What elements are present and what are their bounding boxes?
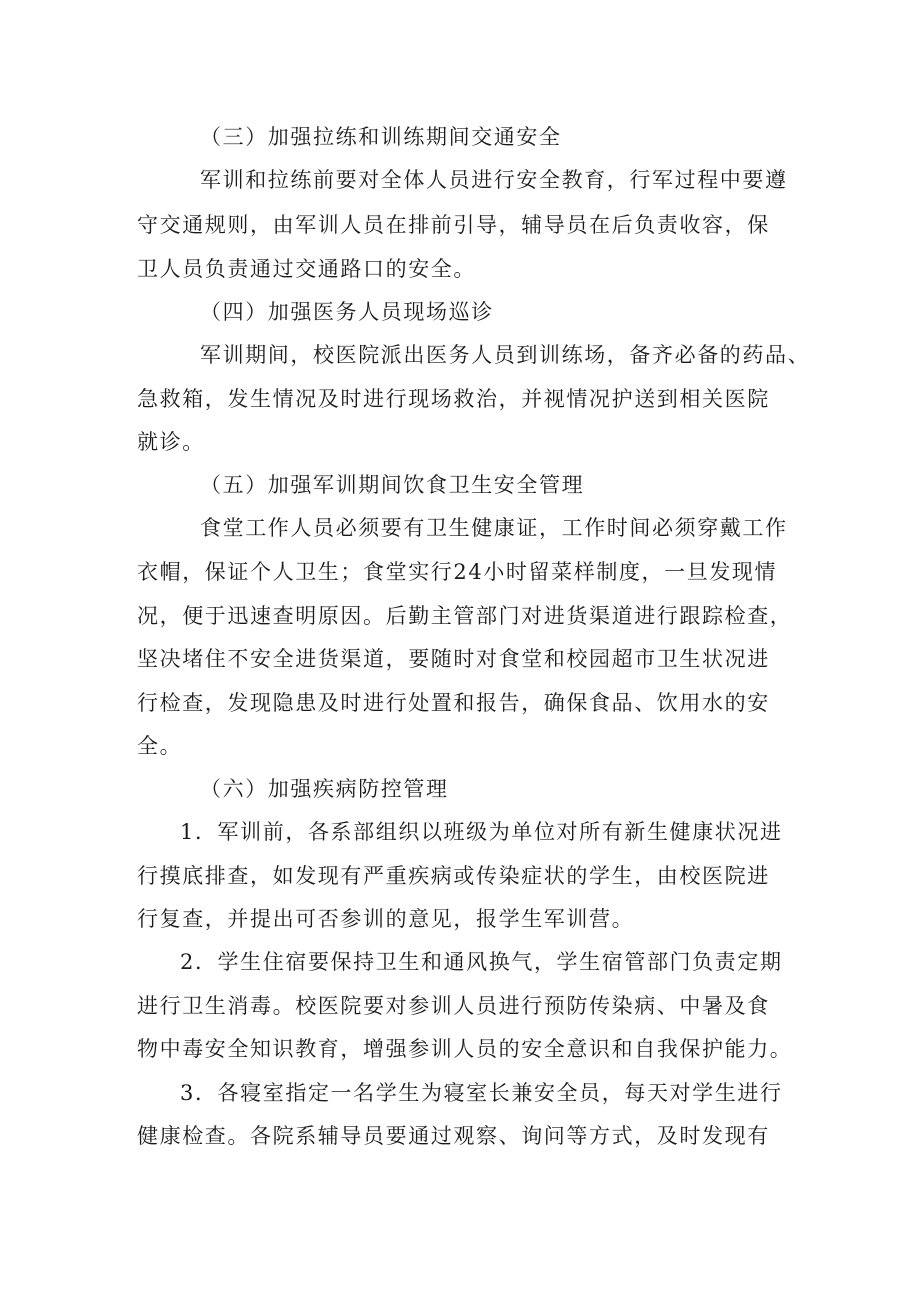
paragraph-line: 衣帽，保证个人卫生；食堂实行24小时留菜样制度，一旦发现情	[137, 560, 778, 584]
list-item-line: 行复查，并提出可否参训的意见，报学生军训营。	[137, 907, 635, 931]
list-item-line: 健康检查。各院系辅导员要通过观察、询问等方式，及时发现有	[137, 1124, 770, 1148]
list-item-line: 1．军训前，各系部组织以班级为单位对所有新生健康状况进	[180, 820, 783, 844]
list-item-line: 进行卫生消毒。校医院要对参训人员进行预防传染病、中暑及食	[137, 994, 770, 1018]
section-heading-6: （六）加强疾病防控管理	[200, 777, 449, 801]
paragraph-line: 况，便于迅速查明原因。后勤主管部门对进货渠道进行跟踪检查，	[137, 604, 793, 628]
section-heading-4: （四）加强医务人员现场巡诊	[200, 300, 494, 324]
paragraph-line: 坚决堵住不安全进货渠道，要随时对食堂和校园超市卫生状况进	[137, 647, 770, 671]
paragraph-line: 军训期间，校医院派出医务人员到训练场，备齐必备的药品、	[200, 343, 811, 367]
paragraph-line: 军训和拉练前要对全体人员进行安全教育，行军过程中要遵	[200, 168, 788, 192]
list-item-line: 2．学生住宿要保持卫生和通风换气，学生宿管部门负责定期	[180, 950, 783, 974]
list-item-line: 3．各寝室指定一名学生为寝室长兼安全员，每天对学生进行	[180, 1081, 783, 1105]
paragraph-line: 卫人员负责通过交通路口的安全。	[137, 257, 476, 281]
paragraph-line: 行检查，发现隐患及时进行处置和报告，确保食品、饮用水的安	[137, 691, 770, 715]
paragraph-line: 守交通规则，由军训人员在排前引导，辅导员在后负责收容，保	[137, 213, 770, 237]
paragraph-line: 急救箱，发生情况及时进行现场救治，并视情况护送到相关医院	[137, 387, 770, 411]
paragraph-line: 全。	[137, 734, 183, 758]
list-item-line: 行摸底排查，如发现有严重疾病或传染症状的学生，由校医院进	[137, 864, 770, 888]
paragraph-line: 就诊。	[137, 430, 205, 454]
section-heading-3: （三）加强拉练和训练期间交通安全	[200, 125, 562, 149]
section-heading-5: （五）加强军训期间饮食卫生安全管理	[200, 473, 585, 497]
list-item-line: 物中毒安全知识教育，增强参训人员的安全意识和自我保护能力。	[137, 1037, 793, 1061]
paragraph-line: 食堂工作人员必须要有卫生健康证，工作时间必须穿戴工作	[200, 516, 788, 540]
